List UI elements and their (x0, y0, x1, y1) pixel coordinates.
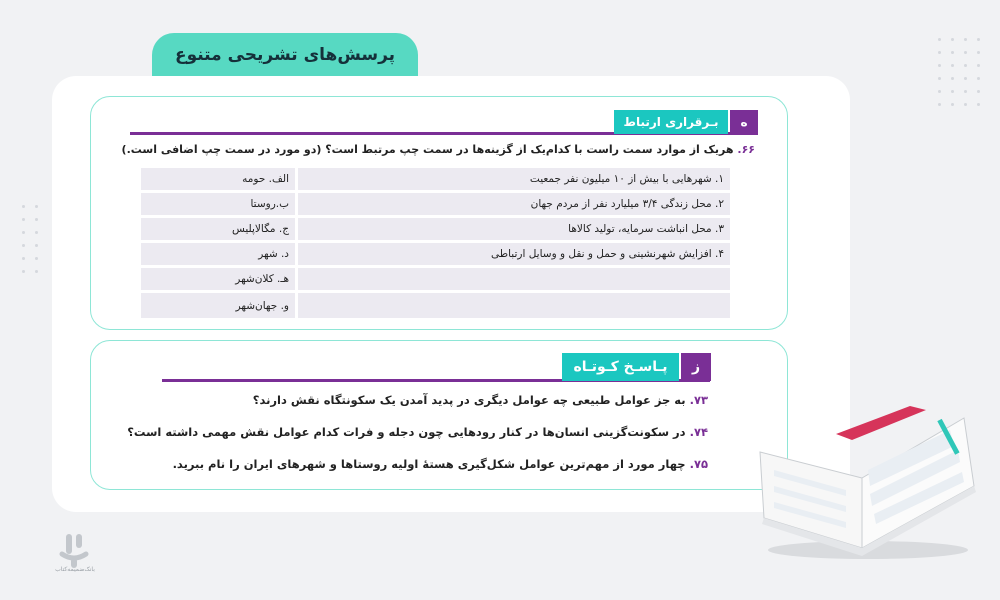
question-66 (122, 143, 755, 156)
question-number: ۶۶. (737, 143, 755, 156)
question-text: در سکونت‌گزینی انسان‌ها در کنار رودهایی چون دجله و فرات کدام عوامل نقش مهمی داشته است؟ (127, 425, 686, 439)
open-book-image (750, 390, 980, 565)
section-letter-badge: ز (681, 353, 711, 381)
page-title-tab (152, 33, 418, 77)
match-left-item-1: الف. حومه (141, 168, 295, 190)
section-label: بـرقراری ارتباط (614, 110, 728, 134)
question-text: به جز عوامل طبیعی چه عوامل دیگری در پدید آمدن یک سکونتگاه نقش دارند؟ (252, 393, 686, 407)
match-right-item-4: ۴. افزایش شهرنشینی و حمل و نقل و وسایل ارتباطی (298, 243, 730, 265)
question-74 (127, 425, 708, 439)
match-left-item-3: ج. مگالاپلیس (141, 218, 295, 240)
page-title: پرسش‌های تشریحی متنوع (174, 45, 396, 65)
question-number: ۷۳. (689, 393, 708, 407)
match-right-item-3: ۳. محل انباشت سرمایه، تولید کالاها (298, 218, 730, 240)
question-number: ۷۵. (689, 457, 708, 471)
question-text: چهار مورد از مهم‌ترین عوامل شکل‌گیری هستهٔ اولیه روستاها و شهرهای ایران را نام ببرید. (172, 457, 686, 471)
decorative-dots-left (22, 205, 38, 273)
question-text: هریک از موارد سمت راست با کدام‌یک از گزینه‌ها در سمت چپ مرتبط است؟ (دو مورد در سمت چپ اضافی است.) (121, 143, 734, 156)
match-right-item-2: ۲. محل زندگی ۳/۴ میلیارد نفر از مردم جهان (298, 193, 730, 215)
match-right-item-5 (298, 268, 730, 290)
question-number: ۷۴. (689, 425, 708, 439)
match-right-item-6 (298, 293, 730, 318)
match-left-item-4: د. شهر (141, 243, 295, 265)
match-left-item-6: و. جهان‌شهر (141, 293, 295, 318)
section-label: پـاسـخ کـوتـاه (562, 353, 679, 381)
match-left-item-2: ب.روستا (141, 193, 295, 215)
decorative-dots-right (938, 38, 980, 106)
match-right-item-1: ۱. شهرهایی با بیش از ۱۰ میلیون نفر جمعیت (298, 168, 730, 190)
brand-name: بانک‌ضمیمه‌کتاب (55, 566, 95, 573)
question-75 (173, 457, 708, 471)
section-letter-badge: ه (730, 110, 758, 134)
match-left-item-5: هـ. کلان‌شهر (141, 268, 295, 290)
question-73 (253, 393, 708, 407)
